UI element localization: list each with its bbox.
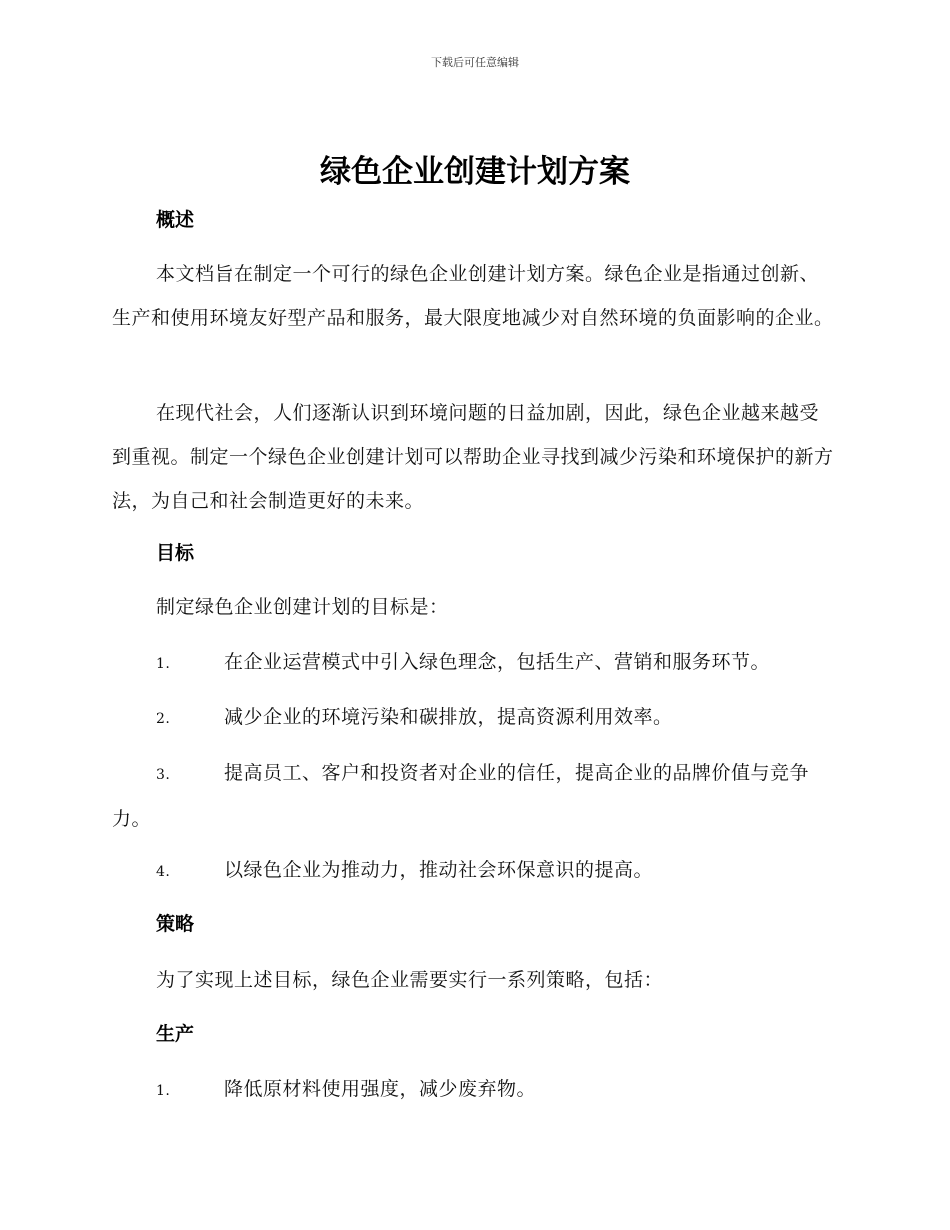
section-heading-strategy: 策略 [156, 913, 195, 935]
section-heading-goals: 目标 [156, 542, 195, 564]
goal-list-item [112, 751, 834, 841]
list-number: 3. [156, 767, 171, 783]
list-item-text: 提高员工、客户和投资者对企业的信任，提高企业的品牌价值与竞争力。 [112, 762, 810, 830]
goals-intro: 制定绿色企业创建计划的目标是： [156, 596, 449, 618]
strategy-intro: 为了实现上述目标，绿色企业需要实行一系列策略，包括： [156, 969, 664, 991]
document-title: 绿色企业创建计划方案 [320, 154, 630, 190]
list-item-text: 减少企业的环境污染和碳排放，提高资源利用效率。 [224, 706, 673, 728]
list-number: 1. [156, 1083, 171, 1099]
production-list-item [112, 1067, 834, 1113]
goal-list-item [112, 640, 834, 686]
section-heading-overview: 概述 [156, 209, 195, 231]
overview-paragraph-2: 在现代社会，人们逐渐认识到环境问题的日益加剧，因此，绿色企业越来越受到重视。制定一个绿色企业创建计划可以帮助企业寻找到减少污染和环境保护的新方法，为自己和社会制造更好的未来。 [112, 402, 834, 512]
list-number: 4. [156, 864, 171, 880]
list-item-text: 在企业运营模式中引入绿色理念，包括生产、营销和服务环节。 [224, 651, 771, 673]
list-number: 2. [156, 711, 171, 727]
page-header-note: 下载后可任意编辑 [431, 56, 519, 69]
overview-paragraph-1: 本文档旨在制定一个可行的绿色企业创建计划方案。绿色企业是指通过创新、生产和使用环境友好型产品和服务，最大限度地减少对自然环境的负面影响的企业。 [112, 263, 834, 329]
list-number: 1. [156, 656, 171, 672]
list-item-text: 降低原材料使用强度，减少废弃物。 [224, 1078, 537, 1100]
goal-list-item [112, 695, 834, 741]
list-item-text: 以绿色企业为推动力，推动社会环保意识的提高。 [224, 859, 654, 881]
section-heading-production: 生产 [156, 1023, 195, 1045]
goal-list-item [112, 848, 834, 894]
